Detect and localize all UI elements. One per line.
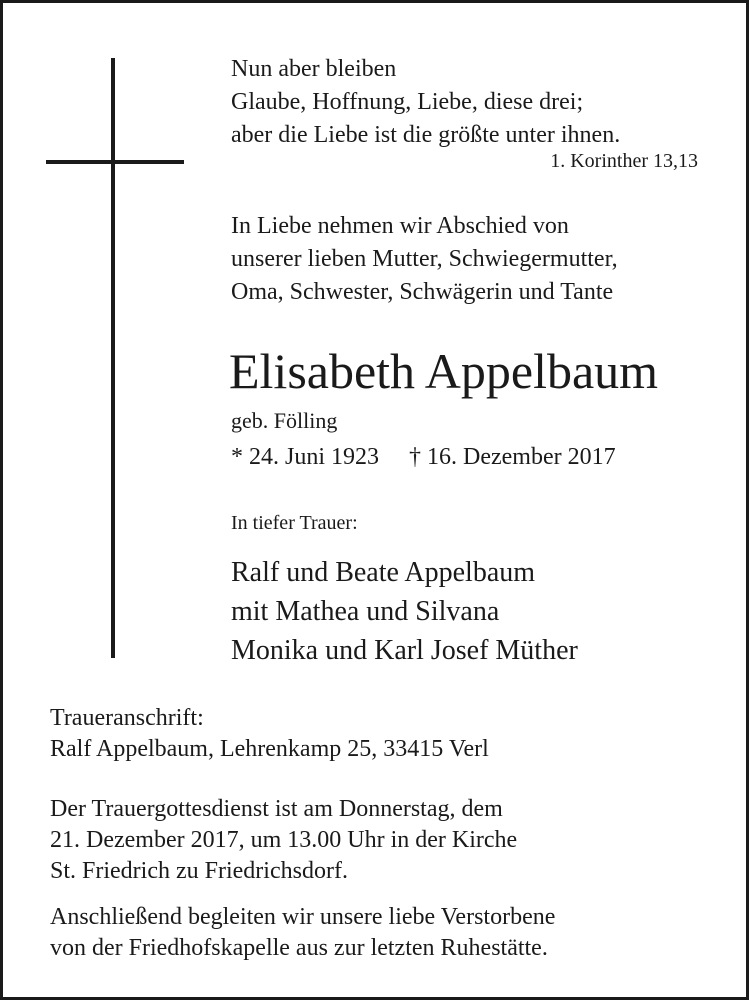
mourners-list <box>231 553 578 670</box>
intro-line: In Liebe nehmen wir Abschied von <box>231 213 569 239</box>
verse-line: aber die Liebe ist die größte unter ihnen. <box>231 122 621 148</box>
mourner-line: Monika und Karl Josef Müther <box>231 635 578 666</box>
cross-icon <box>111 58 115 658</box>
maiden-name: geb. Fölling <box>231 408 338 433</box>
funeral-service-info <box>50 794 517 887</box>
life-dates <box>231 441 616 473</box>
service-line: 21. Dezember 2017, um 13.00 Uhr in der Kirche <box>50 827 518 853</box>
deceased-name: Elisabeth Appelbaum <box>229 343 659 399</box>
service-line: St. Friedrich zu Friedrichsdorf. <box>50 858 348 884</box>
death-date: † 16. Dezember 2017 <box>409 444 616 470</box>
mourning-address <box>50 703 489 765</box>
intro-line: Oma, Schwester, Schwägerin und Tante <box>231 279 614 305</box>
birth-date: * 24. Juni 1923 <box>231 444 380 470</box>
closing-line: Anschließend begleiten wir unsere liebe Verstorbene <box>50 904 556 930</box>
mourner-line: Ralf und Beate Appelbaum <box>231 557 536 588</box>
burial-info <box>50 902 555 964</box>
address-value: Ralf Appelbaum, Lehrenkamp 25, 33415 Verl <box>50 736 489 762</box>
mourner-line: mit Mathea und Silvana <box>231 596 500 627</box>
bible-verse <box>231 53 620 152</box>
address-label: Traueranschrift: <box>50 705 204 731</box>
cross-icon-bar <box>46 160 184 164</box>
farewell-intro <box>231 210 618 309</box>
verse-line: Nun aber bleiben <box>231 56 397 82</box>
closing-line: von der Friedhofskapelle aus zur letzten Ruhestätte. <box>50 935 548 961</box>
verse-line: Glaube, Hoffnung, Liebe, diese drei; <box>231 89 584 115</box>
intro-line: unserer lieben Mutter, Schwiegermutter, <box>231 246 618 272</box>
verse-reference: 1. Korinther 13,13 <box>550 150 698 172</box>
mourning-heading: In tiefer Trauer: <box>231 512 358 534</box>
service-line: Der Trauergottesdienst ist am Donnerstag, dem <box>50 796 503 822</box>
